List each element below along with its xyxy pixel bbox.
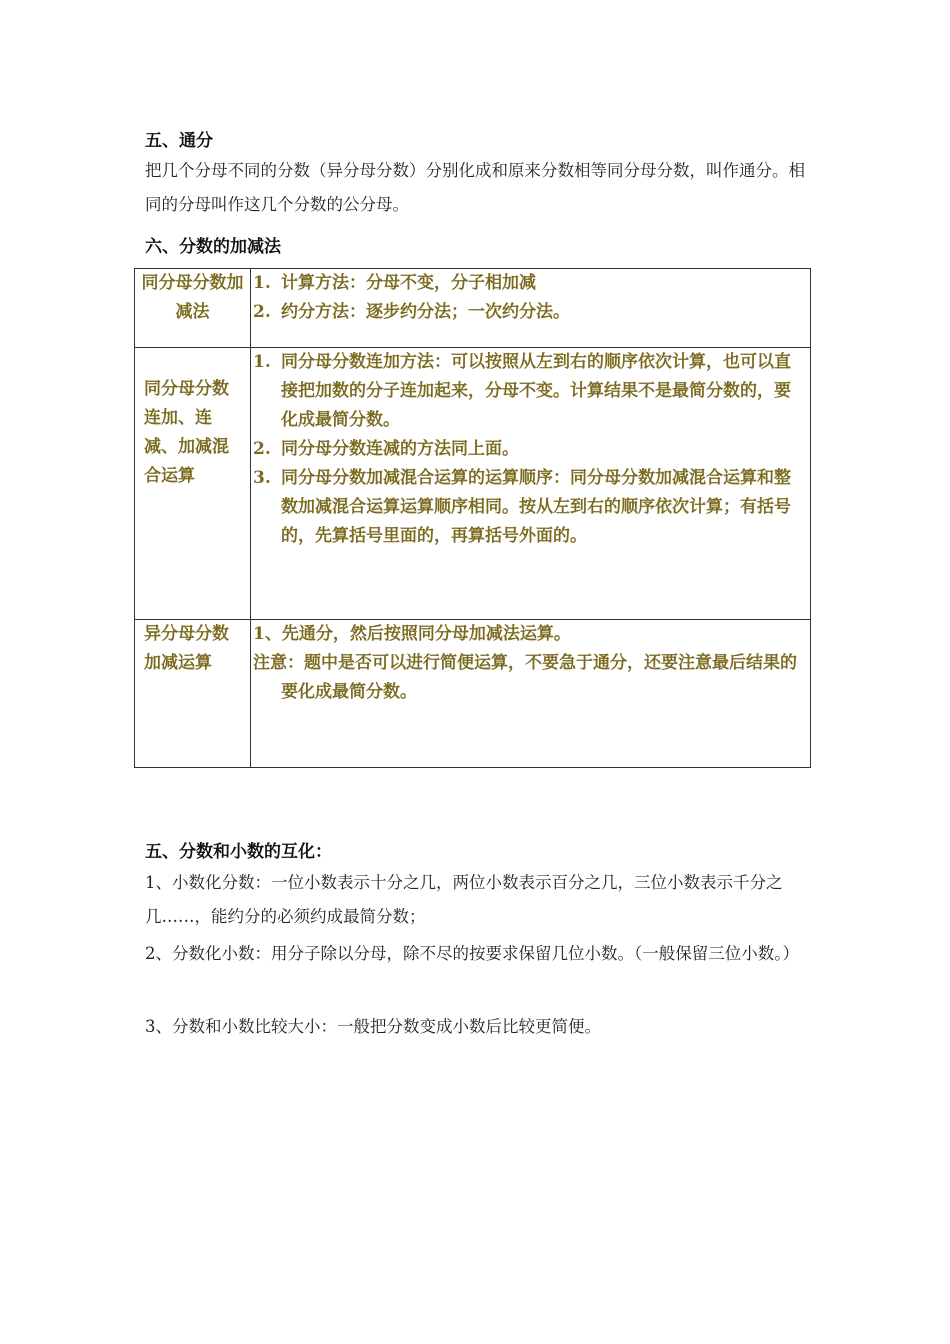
paragraph-common-denominator: 把几个分母不同的分数（异分母分数）分别化成和原来分数相等同分母分数，叫作通分。相同的分母叫作这几个分数的公分母。	[145, 161, 805, 214]
fraction-rules-table	[134, 268, 811, 768]
row-label-same-denominator: 同分母分数加减法	[141, 273, 244, 322]
section-title-common-denominator: 五、通分	[145, 131, 213, 151]
list-item: 1. 计算方法：分母不变，分子相加减	[253, 273, 536, 293]
section-title-fraction-add-sub: 六、分数的加减法	[145, 237, 281, 257]
table-row	[135, 269, 811, 348]
list-item: 2. 约分方法：逐步约分法；一次约分法。	[253, 302, 570, 322]
table-row	[135, 348, 811, 620]
list-item: 1、先通分，然后按照同分母加减法运算。	[253, 624, 571, 644]
note-text: 注意：题中是否可以进行简便运算，不要急于通分，还要注意最后结果的要化成最简分数。	[253, 653, 797, 702]
list-item: 1. 同分母分数连加方法：可以按照从左到右的顺序依次计算，也可以直接把加数的分子连加起来，分母不变。计算结果不是最简分数的，要化成最简分数。	[253, 352, 791, 430]
paragraph-decimal-to-fraction: 1、小数化分数：一位小数表示十分之几，两位小数表示百分之几，三位小数表示千分之几……，能约分的必须约成最简分数；	[145, 873, 783, 926]
row-label-consecutive-ops: 同分母分数连加、连减、加减混合运算	[144, 379, 229, 486]
paragraph-fraction-to-decimal: 2、分数化小数：用分子除以分母，除不尽的按要求保留几位小数。（一般保留三位小数。）	[145, 944, 799, 963]
list-item: 2. 同分母分数连减的方法同上面。	[253, 439, 519, 459]
paragraph-compare-size: 3、分数和小数比较大小：一般把分数变成小数后比较更简便。	[145, 1017, 601, 1036]
section-title-fraction-decimal: 五、分数和小数的互化：	[145, 842, 332, 862]
table-row	[135, 620, 811, 768]
list-item: 3. 同分母分数加减混合运算的运算顺序：同分母分数加减混合运算和整数加减混合运算运算顺序相同。按从左到右的顺序依次计算；有括号的，先算括号里面的，再算括号外面的。	[253, 468, 791, 546]
row-label-different-denominator: 异分母分数加减运算	[144, 624, 229, 673]
